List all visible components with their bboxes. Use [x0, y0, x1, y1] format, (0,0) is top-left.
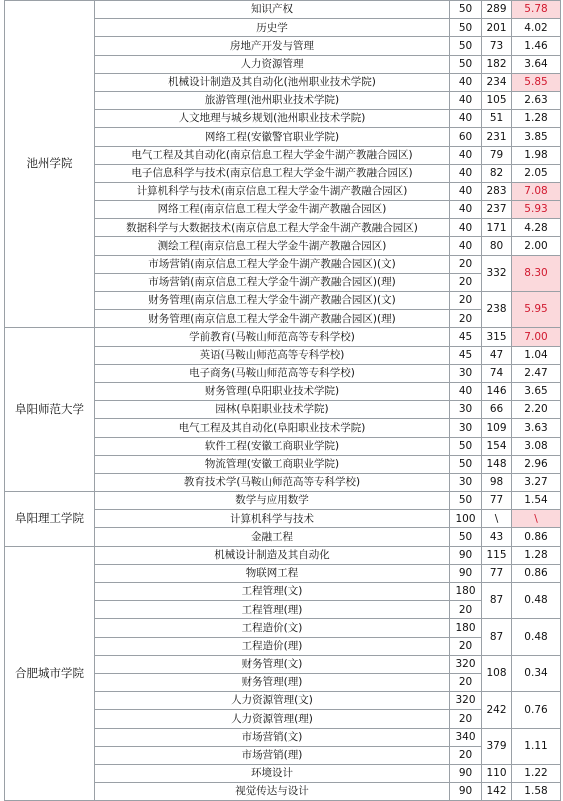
- major-cell: 历史学: [95, 19, 450, 37]
- ratio-cell: 1.11: [512, 728, 561, 764]
- major-cell: 软件工程(安徽工商职业学院): [95, 437, 450, 455]
- table-row: [5, 1, 561, 19]
- applicants-cell: 108: [482, 655, 512, 691]
- plan-cell: 40: [450, 110, 482, 128]
- ratio-cell: 3.65: [512, 382, 561, 400]
- major-cell: 人力资源管理(文): [95, 692, 450, 710]
- plan-cell: 320: [450, 655, 482, 673]
- plan-cell: 50: [450, 437, 482, 455]
- plan-cell: 40: [450, 164, 482, 182]
- applicants-cell: 154: [482, 437, 512, 455]
- major-cell: 人力资源管理(理): [95, 710, 450, 728]
- applicants-cell: 315: [482, 328, 512, 346]
- ratio-cell: 0.86: [512, 564, 561, 582]
- applicants-cell: 43: [482, 528, 512, 546]
- plan-cell: 340: [450, 728, 482, 746]
- applicants-cell: 47: [482, 346, 512, 364]
- major-cell: 市场营销(理): [95, 746, 450, 764]
- plan-cell: 320: [450, 692, 482, 710]
- applicants-cell: 110: [482, 764, 512, 782]
- major-cell: 物联网工程: [95, 564, 450, 582]
- plan-cell: 40: [450, 219, 482, 237]
- ratio-cell: 3.64: [512, 55, 561, 73]
- plan-cell: 30: [450, 419, 482, 437]
- applicants-cell: 80: [482, 237, 512, 255]
- major-cell: 金融工程: [95, 528, 450, 546]
- major-cell: 财务管理(南京信息工程大学金牛湖产教融合园区)(文): [95, 292, 450, 310]
- applicants-cell: 73: [482, 37, 512, 55]
- ratio-cell: 0.48: [512, 619, 561, 655]
- major-cell: 市场营销(文): [95, 728, 450, 746]
- applicants-cell: 51: [482, 110, 512, 128]
- ratio-cell: 1.46: [512, 37, 561, 55]
- applicants-cell: 238: [482, 292, 512, 328]
- major-cell: 机械设计制造及其自动化: [95, 546, 450, 564]
- plan-cell: 100: [450, 510, 482, 528]
- plan-cell: 90: [450, 546, 482, 564]
- plan-cell: 45: [450, 346, 482, 364]
- major-cell: 物流管理(安徽工商职业学院): [95, 455, 450, 473]
- ratio-cell: 2.20: [512, 401, 561, 419]
- applicants-cell: 66: [482, 401, 512, 419]
- plan-cell: 20: [450, 310, 482, 328]
- major-cell: 机械设计制造及其自动化(池州职业技术学院): [95, 73, 450, 91]
- applicants-cell: 79: [482, 146, 512, 164]
- major-cell: 网络工程(安徽警官职业学院): [95, 128, 450, 146]
- ratio-cell: \: [512, 510, 561, 528]
- plan-cell: 50: [450, 528, 482, 546]
- plan-cell: 50: [450, 492, 482, 510]
- plan-cell: 30: [450, 364, 482, 382]
- ratio-cell: 3.85: [512, 128, 561, 146]
- applicants-cell: 234: [482, 73, 512, 91]
- major-cell: 工程造价(文): [95, 619, 450, 637]
- ratio-cell: 4.28: [512, 219, 561, 237]
- ratio-cell: 5.95: [512, 292, 561, 328]
- plan-cell: 180: [450, 619, 482, 637]
- ratio-cell: 2.63: [512, 91, 561, 109]
- plan-cell: 40: [450, 91, 482, 109]
- ratio-cell: 1.28: [512, 110, 561, 128]
- major-cell: 旅游管理(池州职业技术学院): [95, 91, 450, 109]
- plan-cell: 20: [450, 273, 482, 291]
- applicants-cell: 142: [482, 783, 512, 801]
- major-cell: 市场营销(南京信息工程大学金牛湖产教融合园区)(文): [95, 255, 450, 273]
- applicants-cell: 146: [482, 382, 512, 400]
- plan-cell: 90: [450, 783, 482, 801]
- ratio-cell: 0.86: [512, 528, 561, 546]
- major-cell: 网络工程(南京信息工程大学金牛湖产教融合园区): [95, 201, 450, 219]
- major-cell: 工程管理(理): [95, 601, 450, 619]
- major-cell: 房地产开发与管理: [95, 37, 450, 55]
- ratio-cell: 2.47: [512, 364, 561, 382]
- applicants-cell: 379: [482, 728, 512, 764]
- ratio-cell: 2.00: [512, 237, 561, 255]
- major-cell: 学前教育(马鞍山师范高等专科学校): [95, 328, 450, 346]
- applicants-cell: 332: [482, 255, 512, 291]
- applicants-cell: 171: [482, 219, 512, 237]
- major-cell: 电气工程及其自动化(阜阳职业技术学院): [95, 419, 450, 437]
- applicants-cell: 242: [482, 692, 512, 728]
- major-cell: 人文地理与城乡规划(池州职业技术学院): [95, 110, 450, 128]
- applicants-cell: 283: [482, 182, 512, 200]
- applicants-cell: 115: [482, 546, 512, 564]
- major-cell: 计算机科学与技术(南京信息工程大学金牛湖产教融合园区): [95, 182, 450, 200]
- ratio-cell: 2.05: [512, 164, 561, 182]
- plan-cell: 90: [450, 764, 482, 782]
- applicants-cell: 237: [482, 201, 512, 219]
- plan-cell: 45: [450, 328, 482, 346]
- major-cell: 视觉传达与设计: [95, 783, 450, 801]
- plan-cell: 40: [450, 237, 482, 255]
- ratio-cell: 7.00: [512, 328, 561, 346]
- ratio-cell: 7.08: [512, 182, 561, 200]
- major-cell: 知识产权: [95, 1, 450, 19]
- major-cell: 工程造价(理): [95, 637, 450, 655]
- plan-cell: 50: [450, 455, 482, 473]
- ratio-cell: 5.85: [512, 73, 561, 91]
- plan-cell: 20: [450, 746, 482, 764]
- ratio-cell: 2.96: [512, 455, 561, 473]
- plan-cell: 90: [450, 564, 482, 582]
- ratio-cell: 1.54: [512, 492, 561, 510]
- ratio-cell: 0.48: [512, 583, 561, 619]
- major-cell: 财务管理(南京信息工程大学金牛湖产教融合园区)(理): [95, 310, 450, 328]
- major-cell: 计算机科学与技术: [95, 510, 450, 528]
- plan-cell: 180: [450, 583, 482, 601]
- plan-cell: 50: [450, 1, 482, 19]
- major-cell: 财务管理(文): [95, 655, 450, 673]
- plan-cell: 20: [450, 673, 482, 691]
- major-cell: 数学与应用数学: [95, 492, 450, 510]
- ratio-cell: 1.98: [512, 146, 561, 164]
- plan-cell: 30: [450, 401, 482, 419]
- ratio-cell: 0.76: [512, 692, 561, 728]
- ratio-cell: 3.63: [512, 419, 561, 437]
- major-cell: 人力资源管理: [95, 55, 450, 73]
- applicants-cell: \: [482, 510, 512, 528]
- major-cell: 测绘工程(南京信息工程大学金牛湖产教融合园区): [95, 237, 450, 255]
- major-cell: 市场营销(南京信息工程大学金牛湖产教融合园区)(理): [95, 273, 450, 291]
- applicants-cell: 98: [482, 473, 512, 491]
- plan-cell: 20: [450, 601, 482, 619]
- applicants-cell: 77: [482, 492, 512, 510]
- ratio-cell: 5.93: [512, 201, 561, 219]
- plan-cell: 40: [450, 182, 482, 200]
- table-row: [5, 492, 561, 510]
- applicants-cell: 231: [482, 128, 512, 146]
- applicants-cell: 182: [482, 55, 512, 73]
- plan-cell: 30: [450, 473, 482, 491]
- major-cell: 财务管理(阜阳职业技术学院): [95, 382, 450, 400]
- ratio-cell: 5.78: [512, 1, 561, 19]
- table-body: [5, 1, 561, 801]
- plan-cell: 40: [450, 146, 482, 164]
- plan-cell: 50: [450, 37, 482, 55]
- major-cell: 环境设计: [95, 764, 450, 782]
- ratio-cell: 1.28: [512, 546, 561, 564]
- ratio-cell: 4.02: [512, 19, 561, 37]
- major-cell: 电子信息科学与技术(南京信息工程大学金牛湖产教融合园区): [95, 164, 450, 182]
- applicants-cell: 77: [482, 564, 512, 582]
- school-name-cell: 阜阳师范大学: [5, 328, 95, 492]
- major-cell: 园林(阜阳职业技术学院): [95, 401, 450, 419]
- applicants-cell: 105: [482, 91, 512, 109]
- school-name-cell: 阜阳理工学院: [5, 492, 95, 547]
- enrollment-table: [4, 0, 561, 801]
- plan-cell: 50: [450, 55, 482, 73]
- plan-cell: 20: [450, 710, 482, 728]
- applicants-cell: 82: [482, 164, 512, 182]
- ratio-cell: 8.30: [512, 255, 561, 291]
- applicants-cell: 87: [482, 619, 512, 655]
- school-name-cell: 池州学院: [5, 1, 95, 328]
- ratio-cell: 1.04: [512, 346, 561, 364]
- plan-cell: 20: [450, 637, 482, 655]
- plan-cell: 40: [450, 382, 482, 400]
- ratio-cell: 1.22: [512, 764, 561, 782]
- plan-cell: 40: [450, 73, 482, 91]
- applicants-cell: 289: [482, 1, 512, 19]
- applicants-cell: 109: [482, 419, 512, 437]
- applicants-cell: 74: [482, 364, 512, 382]
- plan-cell: 50: [450, 19, 482, 37]
- major-cell: 电气工程及其自动化(南京信息工程大学金牛湖产教融合园区): [95, 146, 450, 164]
- major-cell: 工程管理(文): [95, 583, 450, 601]
- major-cell: 教育技术学(马鞍山师范高等专科学校): [95, 473, 450, 491]
- plan-cell: 20: [450, 255, 482, 273]
- table-row: [5, 546, 561, 564]
- table-row: [5, 328, 561, 346]
- ratio-cell: 1.58: [512, 783, 561, 801]
- plan-cell: 40: [450, 201, 482, 219]
- plan-cell: 20: [450, 292, 482, 310]
- plan-cell: 60: [450, 128, 482, 146]
- ratio-cell: 3.08: [512, 437, 561, 455]
- ratio-cell: 3.27: [512, 473, 561, 491]
- major-cell: 电子商务(马鞍山师范高等专科学校): [95, 364, 450, 382]
- applicants-cell: 201: [482, 19, 512, 37]
- applicants-cell: 148: [482, 455, 512, 473]
- school-name-cell: 合肥城市学院: [5, 546, 95, 801]
- ratio-cell: 0.34: [512, 655, 561, 691]
- major-cell: 财务管理(理): [95, 673, 450, 691]
- major-cell: 数据科学与大数据技术(南京信息工程大学金牛湖产教融合园区): [95, 219, 450, 237]
- applicants-cell: 87: [482, 583, 512, 619]
- major-cell: 英语(马鞍山师范高等专科学校): [95, 346, 450, 364]
